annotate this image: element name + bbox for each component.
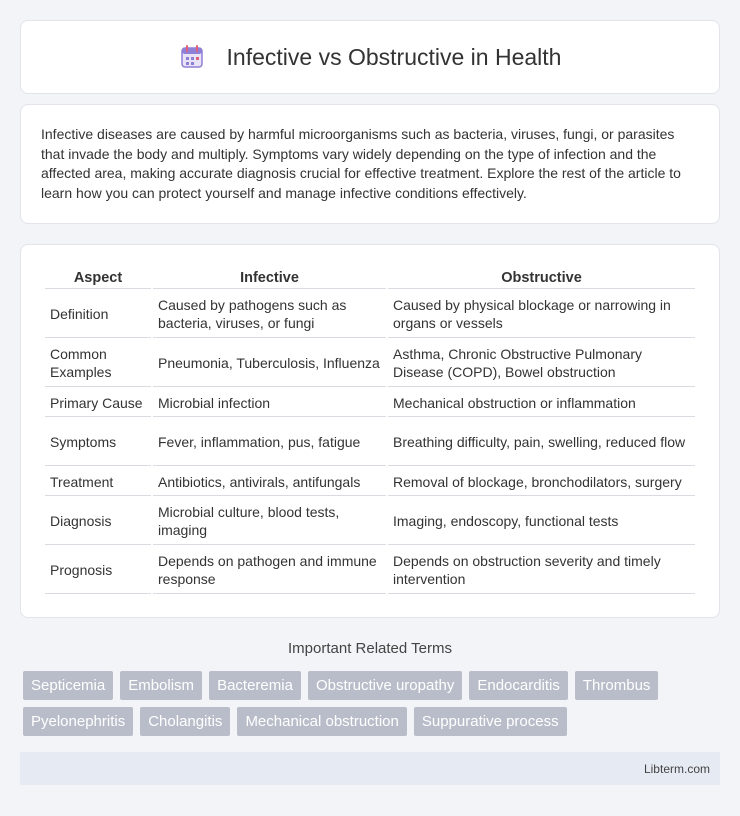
- table-cell: Definition: [45, 291, 151, 338]
- table-cell: Antibiotics, antivirals, antifungals: [153, 468, 386, 496]
- related-term-tag[interactable]: Suppurative process: [414, 707, 567, 736]
- related-term-tag[interactable]: Endocarditis: [469, 671, 568, 700]
- footer-site-link[interactable]: Libterm.com: [643, 761, 710, 776]
- table-cell: Fever, inflammation, pus, fatigue: [153, 419, 386, 466]
- table-row: [45, 547, 695, 594]
- table-cell: Microbial culture, blood tests, imaging: [153, 498, 386, 545]
- table-row: [45, 498, 695, 545]
- header-infective: Infective: [153, 267, 386, 289]
- table-cell: Mechanical obstruction or inflammation: [388, 389, 695, 417]
- related-term-tag[interactable]: Thrombus: [575, 671, 659, 700]
- comparison-table-card: [20, 244, 720, 618]
- table-cell: Microbial infection: [153, 389, 386, 417]
- table-row: [45, 419, 695, 466]
- header-card: [20, 20, 720, 94]
- table-row: [45, 468, 695, 496]
- table-cell: Pneumonia, Tuberculosis, Influenza: [153, 340, 386, 387]
- table-cell: Depends on pathogen and immune response: [153, 547, 386, 594]
- related-term-tag[interactable]: Cholangitis: [140, 707, 230, 736]
- related-term-tag[interactable]: Pyelonephritis: [23, 707, 133, 736]
- related-term-tag[interactable]: Septicemia: [23, 671, 113, 700]
- related-terms-title: Important Related Terms: [288, 640, 452, 657]
- related-terms-list: [23, 671, 723, 736]
- table-cell: Primary Cause: [45, 389, 151, 417]
- comparison-table: [43, 265, 697, 596]
- related-term-tag[interactable]: Embolism: [120, 671, 202, 700]
- header-aspect: Aspect: [45, 267, 151, 289]
- table-cell: Treatment: [45, 468, 151, 496]
- intro-card: [20, 104, 720, 224]
- table-cell: Imaging, endoscopy, functional tests: [388, 498, 695, 545]
- footer: [20, 752, 720, 785]
- intro-text: Infective diseases are caused by harmful microorganisms such as bacteria, viruses, fungi, or parasites that invade the body and multiply. Symptoms vary widely depending on the type of infection and the affected area, making accurate diagnosis crucial for effective treatment. Explore the rest of the article to learn how you can protect yourself and manage infective conditions effectively.: [41, 126, 681, 201]
- table-cell: Caused by pathogens such as bacteria, viruses, or fungi: [153, 291, 386, 338]
- table-cell: Common Examples: [45, 340, 151, 387]
- table-cell: Caused by physical blockage or narrowing in organs or vessels: [388, 291, 695, 338]
- header-obstructive: Obstructive: [388, 267, 695, 289]
- table-cell: Diagnosis: [45, 498, 151, 545]
- related-term-tag[interactable]: Bacteremia: [209, 671, 301, 700]
- related-term-tag[interactable]: Mechanical obstruction: [237, 707, 406, 736]
- table-cell: Removal of blockage, bronchodilators, surgery: [388, 468, 695, 496]
- table-cell: Prognosis: [45, 547, 151, 594]
- calendar-icon: [179, 44, 205, 70]
- page-title: Infective vs Obstructive in Health: [226, 43, 562, 70]
- table-row: [45, 389, 695, 417]
- table-cell: Asthma, Chronic Obstructive Pulmonary Disease (COPD), Bowel obstruction: [388, 340, 695, 387]
- table-cell: Symptoms: [45, 419, 151, 466]
- table-cell: Depends on obstruction severity and timely intervention: [388, 547, 695, 594]
- related-term-tag[interactable]: Obstructive uropathy: [308, 671, 462, 700]
- table-header-row: [45, 267, 695, 289]
- table-cell: Breathing difficulty, pain, swelling, reduced flow: [388, 419, 695, 466]
- table-row: [45, 340, 695, 387]
- table-row: [45, 291, 695, 338]
